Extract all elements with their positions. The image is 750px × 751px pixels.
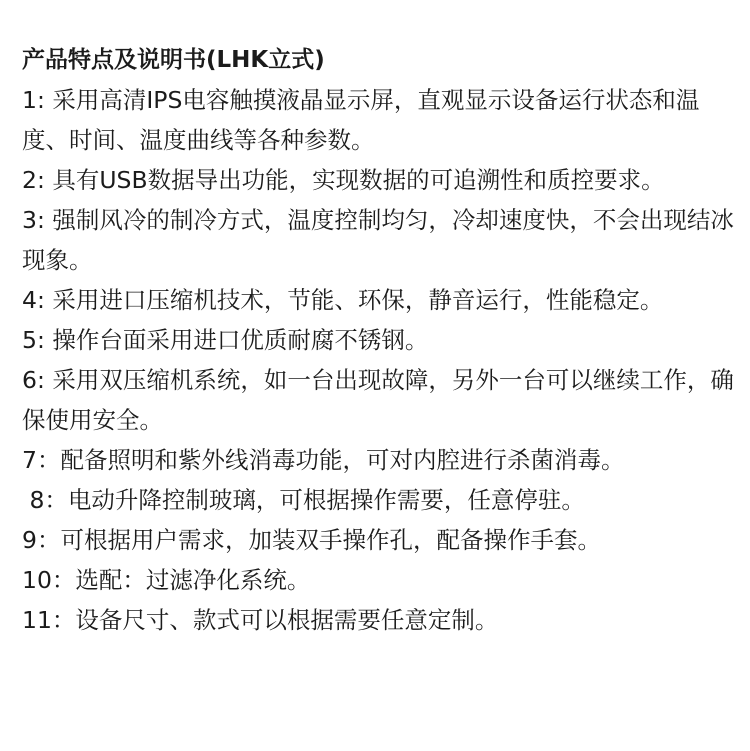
item-text: 选配：过滤净化系统。 [75, 566, 311, 594]
list-item [22, 560, 742, 600]
list-item [22, 480, 742, 520]
item-text: 可根据用户需求，加装双手操作孔，配备操作手套。 [60, 526, 601, 554]
list-item [22, 360, 742, 440]
item-text: 强制风冷的制冷方式，温度控制均匀，冷却速度快，不会出现结冰现象。 [22, 206, 734, 274]
list-item [22, 520, 742, 560]
item-number: 4: [22, 286, 53, 314]
product-description [22, 40, 742, 640]
item-number: 8： [22, 486, 68, 514]
item-text: 电动升降控制玻璃，可根据操作需要，任意停驻。 [67, 486, 585, 514]
list-item [22, 320, 742, 360]
item-number: 10： [22, 566, 76, 594]
item-number: 9： [22, 526, 61, 554]
list-item [22, 200, 742, 280]
item-text: 采用高清IPS电容触摸液晶显示屏，直观显示设备运行状态和温度、时间、温度曲线等各种参数。 [22, 86, 700, 154]
list-item [22, 600, 742, 640]
item-number: 2: [22, 166, 53, 194]
item-number: 1: [22, 86, 53, 114]
item-number: 11： [22, 606, 76, 634]
item-text: 具有USB数据导出功能，实现数据的可追溯性和质控要求。 [52, 166, 665, 194]
item-number: 5: [22, 326, 53, 354]
item-text: 配备照明和紫外线消毒功能，可对内腔进行杀菌消毒。 [60, 446, 625, 474]
item-number: 3: [22, 206, 53, 234]
list-item [22, 440, 742, 480]
item-number: 6: [22, 366, 53, 394]
item-text: 采用进口压缩机技术，节能、环保，静音运行，性能稳定。 [52, 286, 664, 314]
item-number: 7： [22, 446, 61, 474]
item-text: 操作台面采用进口优质耐腐不锈钢。 [52, 326, 429, 354]
item-text: 采用双压缩机系统，如一台出现故障，另外一台可以继续工作，确保使用安全。 [22, 366, 734, 434]
list-item [22, 80, 742, 160]
list-item [22, 280, 742, 320]
item-text: 设备尺寸、款式可以根据需要任意定制。 [75, 606, 499, 634]
document-title: 产品特点及说明书(LHK立式) [22, 47, 325, 73]
list-item [22, 160, 742, 200]
